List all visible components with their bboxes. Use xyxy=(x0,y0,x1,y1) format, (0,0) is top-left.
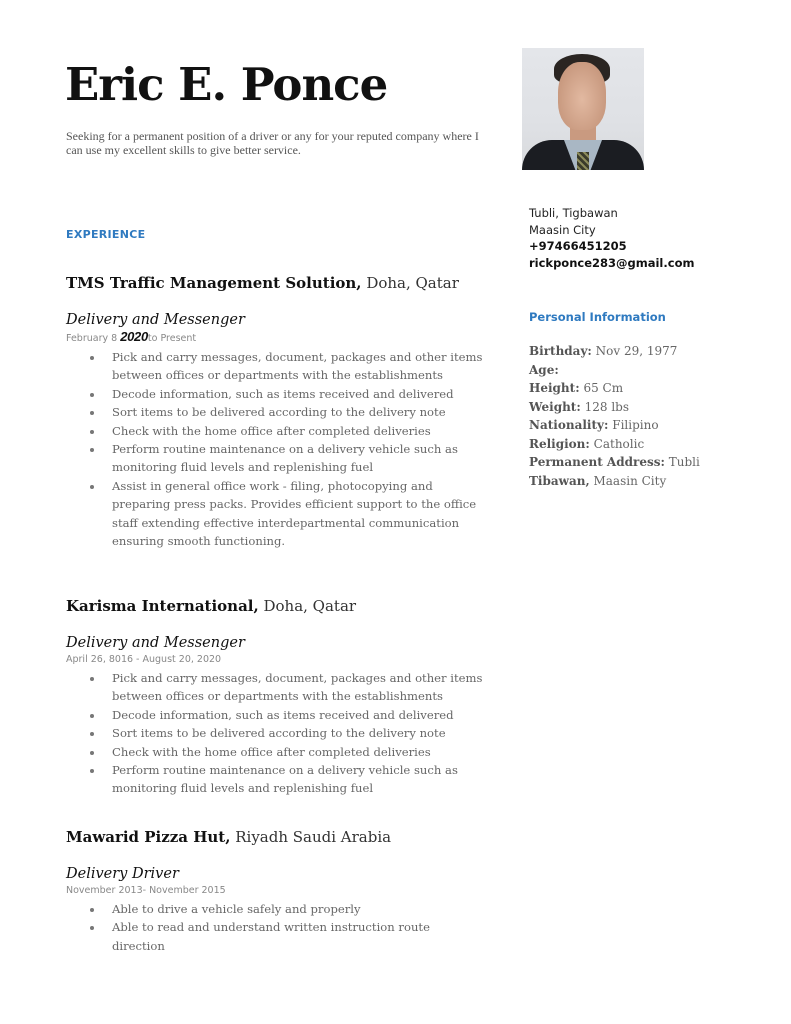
duties-list xyxy=(66,669,486,798)
duty-item: Check with the home office after completed deliveries xyxy=(66,743,486,761)
duty-item: Perform routine maintenance on a delivery vehicle such as monitoring fluid levels and replenishing fuel xyxy=(66,440,486,477)
company-location: Riyadh Saudi Arabia xyxy=(230,828,392,846)
contact-block xyxy=(529,205,694,271)
job-dates xyxy=(66,331,486,345)
weight-value: 128 lbs xyxy=(580,399,629,414)
duties-list xyxy=(66,348,486,550)
duty-item: Able to drive a vehicle safely and properly xyxy=(66,900,486,918)
religion-value: Catholic xyxy=(589,436,645,451)
address-line1: Tubli, Tigbawan xyxy=(529,206,618,220)
experience-heading: EXPERIENCE xyxy=(66,228,146,241)
height-key: Height: xyxy=(529,381,580,395)
duty-item: Able to read and understand written instruction route direction xyxy=(66,918,486,955)
height-value: 65 Cm xyxy=(579,381,624,395)
phone-number[interactable]: +97466451205 xyxy=(529,239,627,253)
company-name: Karisma International, xyxy=(66,597,259,615)
job-company xyxy=(66,828,486,846)
job-role: Delivery and Messenger xyxy=(66,312,245,328)
job-entry xyxy=(66,597,486,798)
permanent-address-row-cont xyxy=(529,472,700,491)
birthday-row xyxy=(529,342,700,361)
job-role: Delivery Driver xyxy=(66,866,179,882)
nationality-value: Filipino xyxy=(608,418,659,432)
photo-face xyxy=(558,62,606,130)
company-location: Doha, Qatar xyxy=(361,274,459,292)
personal-info-block xyxy=(529,342,700,490)
duty-item: Assist in general office work - filing, photocopying and preparing press packs. Provides efficient support to the office staff extending effective interdepartmental communication ensuring smooth functioning. xyxy=(66,477,486,551)
duties-list xyxy=(66,900,486,955)
job-entry xyxy=(66,274,486,550)
duty-item: Decode information, such as items received and delivered xyxy=(66,706,486,724)
dates-year-overlay: 2020 xyxy=(120,329,148,344)
height-row xyxy=(529,379,700,398)
birthday-value: Nov 29, 1977 xyxy=(591,344,678,358)
duty-item: Sort items to be delivered according to the delivery note xyxy=(66,724,486,742)
weight-row xyxy=(529,398,700,417)
weight-key: Weight: xyxy=(529,399,581,414)
duty-item: Check with the home office after completed deliveries xyxy=(66,422,486,440)
job-company xyxy=(66,597,486,615)
company-name: Mawarid Pizza Hut, xyxy=(66,828,231,846)
age-row xyxy=(529,361,700,380)
job-role: Delivery and Messenger xyxy=(66,635,245,651)
permanent-address-key-cont: Tibawan, xyxy=(529,473,590,488)
dates-end: to Present xyxy=(147,333,197,344)
job-entry xyxy=(66,828,486,955)
company-name: TMS Traffic Management Solution, xyxy=(66,274,362,292)
duty-item: Perform routine maintenance on a delivery vehicle such as monitoring fluid levels and replenishing fuel xyxy=(66,761,486,798)
nationality-key: Nationality: xyxy=(529,418,609,432)
age-key: Age: xyxy=(529,362,559,377)
duty-item: Sort items to be delivered according to the delivery note xyxy=(66,403,486,421)
birthday-key: Birthday: xyxy=(529,344,592,358)
photo-tie xyxy=(577,152,589,170)
company-location: Doha, Qatar xyxy=(258,597,357,615)
objective-statement: Seeking for a permanent position of a driver or any for your reputed company where I can use my excellent skills to give better service. xyxy=(66,129,479,157)
personal-info-heading: Personal Information xyxy=(529,310,666,324)
religion-key: Religion: xyxy=(529,436,590,451)
profile-photo xyxy=(522,48,644,170)
job-dates: April 26, 8016 - August 20, 2020 xyxy=(66,654,222,665)
duty-item: Pick and carry messages, document, packages and other items between offices or departments with the establishments xyxy=(66,348,486,385)
permanent-address-key: Permanent Address: xyxy=(529,455,665,469)
nationality-row xyxy=(529,416,700,435)
permanent-address-row xyxy=(529,453,700,472)
candidate-name: Eric E. Ponce xyxy=(65,58,388,111)
religion-row xyxy=(529,435,700,454)
permanent-address-value: Tubli xyxy=(664,455,700,469)
dates-start: February 8 xyxy=(66,333,121,344)
job-company xyxy=(66,274,486,292)
duty-item: Pick and carry messages, document, packages and other items between offices or departments with the establishments xyxy=(66,669,486,706)
permanent-address-value-cont: Maasin City xyxy=(589,473,667,488)
duty-item: Decode information, such as items received and delivered xyxy=(66,385,486,403)
email-address[interactable]: rickponce283@gmail.com xyxy=(529,255,695,270)
address-line2: Maasin City xyxy=(529,222,596,237)
job-dates: November 2013- November 2015 xyxy=(66,885,226,896)
